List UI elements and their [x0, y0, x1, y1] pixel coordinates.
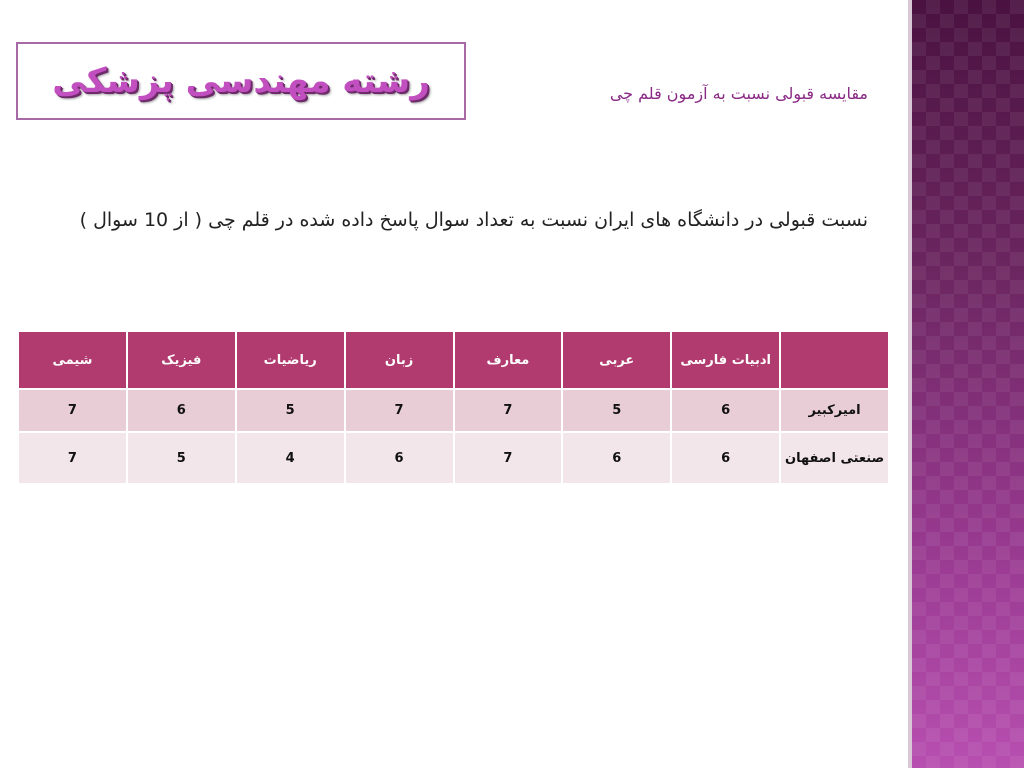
- header-cell-corner: [780, 331, 889, 389]
- table-cell: 7: [454, 432, 563, 484]
- section-heading: نسبت قبولی در دانشگاه های ایران نسبت به تعداد سوال پاسخ داده شده در قلم چی ( از 10 سوال ): [79, 209, 868, 231]
- header-cell-chemistry: شیمی: [18, 331, 127, 389]
- header-cell-language: زبان: [345, 331, 454, 389]
- table-cell: 6: [671, 432, 780, 484]
- table-cell: 5: [127, 432, 236, 484]
- table-cell: 6: [562, 432, 671, 484]
- subtitle: مقایسه قبولی نسبت به آزمون قلم چی: [609, 84, 868, 103]
- header-cell-physics: فیزیک: [127, 331, 236, 389]
- table-header-row: [18, 331, 889, 389]
- row-label: امیرکبیر: [780, 389, 889, 432]
- header-cell-religious-studies: معارف: [454, 331, 563, 389]
- header-cell-math: ریاضیات: [236, 331, 345, 389]
- table-cell: 6: [127, 389, 236, 432]
- table-cell: 7: [454, 389, 563, 432]
- table-cell: 7: [18, 389, 127, 432]
- title-box: [16, 42, 466, 120]
- table-cell: 4: [236, 432, 345, 484]
- table-row: [18, 432, 889, 484]
- table-row: [18, 389, 889, 432]
- table-cell: 5: [236, 389, 345, 432]
- row-label: صنعتی اصفهان: [780, 432, 889, 484]
- decorative-side-panel: [912, 0, 1024, 768]
- acceptance-table: [17, 330, 890, 485]
- table-cell: 6: [671, 389, 780, 432]
- table-cell: 7: [18, 432, 127, 484]
- header-cell-arabic: عربی: [562, 331, 671, 389]
- table-cell: 7: [345, 389, 454, 432]
- page-title: رشته مهندسی پزشکی: [52, 61, 430, 101]
- table-cell: 5: [562, 389, 671, 432]
- table-cell: 6: [345, 432, 454, 484]
- header-cell-persian-literature: ادبیات فارسی: [671, 331, 780, 389]
